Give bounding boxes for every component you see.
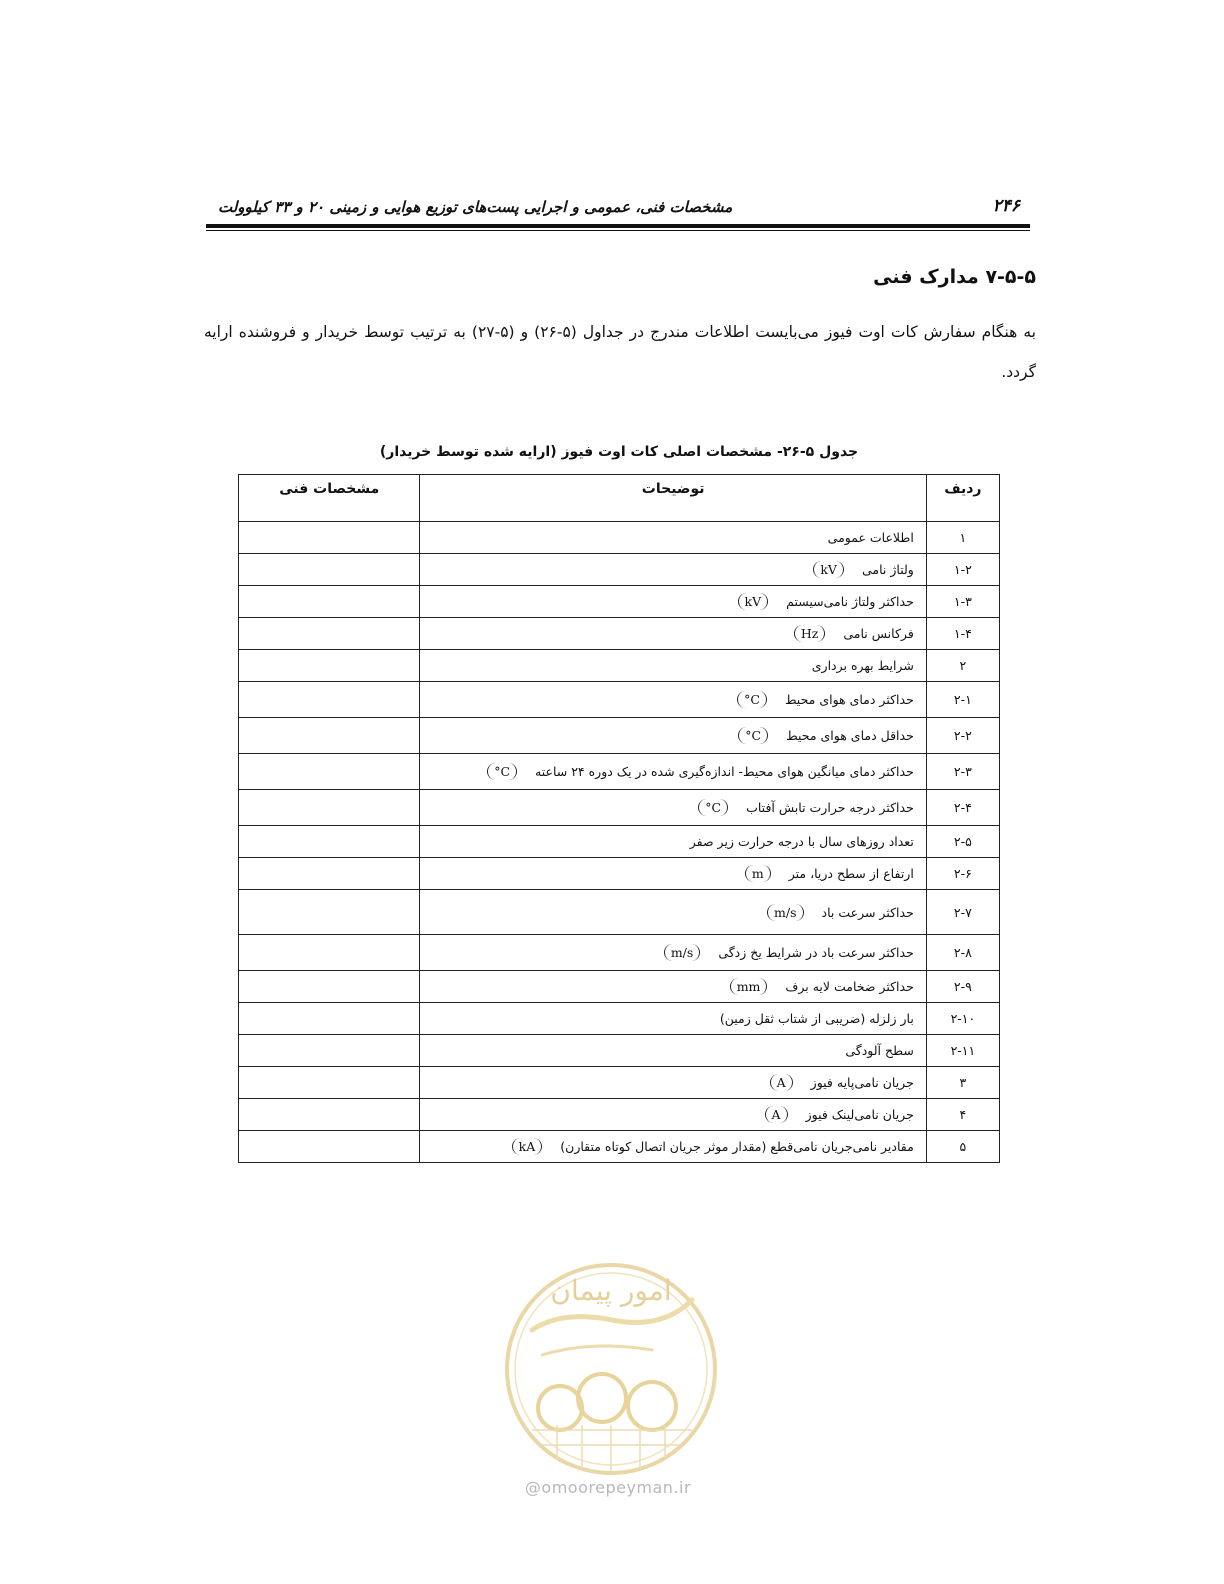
row-description-cell bbox=[420, 890, 926, 935]
row-description-cell bbox=[420, 1035, 926, 1067]
row-description-cell bbox=[420, 826, 926, 858]
row-spec-value[interactable] bbox=[239, 650, 420, 682]
table-body bbox=[239, 522, 1000, 1163]
table-row bbox=[239, 682, 1000, 718]
row-spec-value[interactable] bbox=[239, 682, 420, 718]
row-description: مقادیر نامی‌جریان نامی‌قطع (مقدار موثر جریان اتصال کوتاه متقارن) bbox=[560, 1139, 914, 1154]
row-spec-value[interactable] bbox=[239, 1035, 420, 1067]
row-description: بار زلزله (ضریبی از شتاب ثقل زمین) bbox=[719, 1011, 914, 1026]
row-spec-value[interactable] bbox=[239, 1099, 420, 1131]
row-unit: °C bbox=[738, 727, 768, 744]
watermark-site: @omoorepeyman.ir bbox=[524, 1478, 692, 1497]
logo-lettering: امور پیمان bbox=[550, 1274, 672, 1307]
row-number: ۲-۱۰ bbox=[926, 1003, 999, 1035]
row-description: اطلاعات عمومی bbox=[827, 530, 914, 545]
row-spec-value[interactable] bbox=[239, 971, 420, 1003]
row-description: فرکانس نامی bbox=[843, 626, 914, 641]
row-number: ۲-۹ bbox=[926, 971, 999, 1003]
row-description-cell bbox=[420, 1099, 926, 1131]
row-number: ۴ bbox=[926, 1099, 999, 1131]
row-spec-value[interactable] bbox=[239, 618, 420, 650]
table-row bbox=[239, 554, 1000, 586]
table-row bbox=[239, 1099, 1000, 1131]
table-row bbox=[239, 618, 1000, 650]
header-row-number: ردیف bbox=[926, 475, 999, 522]
row-spec-value[interactable] bbox=[239, 935, 420, 971]
section-heading: ۷-۵-۵ مدارک فنی bbox=[873, 266, 1036, 288]
body-paragraph: به هنگام سفارش کات اوت فیوز می‌بایست اطلاعات مندرج در جداول (۵-۲۶) و (۵-۲۷) به ترتیب توسط خریدار و فروشنده ارایه گردد. bbox=[204, 323, 1036, 381]
row-description: حداکثر سرعت باد bbox=[821, 904, 914, 920]
running-title: مشخصات فنی، عمومی و اجرایی پست‌های توزیع هوایی و زمینی ۲۰ و ۳۳ کیلوولت bbox=[218, 198, 733, 216]
page-header bbox=[206, 196, 1028, 220]
row-description: سطح آلودگی bbox=[845, 1043, 914, 1058]
row-unit: m bbox=[745, 865, 771, 882]
row-description-cell bbox=[420, 554, 926, 586]
row-description-cell bbox=[420, 1131, 926, 1163]
row-description-cell bbox=[420, 682, 926, 718]
table-row bbox=[239, 935, 1000, 971]
row-description-cell bbox=[420, 1003, 926, 1035]
row-description-cell bbox=[420, 858, 926, 890]
row-unit: m/s bbox=[664, 944, 700, 961]
row-unit: Hz bbox=[794, 625, 826, 642]
row-unit: A bbox=[765, 1106, 788, 1123]
table-row bbox=[239, 522, 1000, 554]
row-number: ۱-۲ bbox=[926, 554, 999, 586]
row-number: ۲-۱ bbox=[926, 682, 999, 718]
row-unit: mm bbox=[730, 978, 768, 995]
page-number: ۲۴۶ bbox=[992, 196, 1020, 216]
table-row bbox=[239, 1035, 1000, 1067]
header-description: توضیحات bbox=[420, 475, 926, 522]
row-description-cell bbox=[420, 718, 926, 754]
row-number: ۲-۵ bbox=[926, 826, 999, 858]
row-description: حداکثر ضخامت لایه برف bbox=[785, 979, 914, 994]
row-number: ۲-۱۱ bbox=[926, 1035, 999, 1067]
table-row bbox=[239, 826, 1000, 858]
table-row bbox=[239, 890, 1000, 935]
row-spec-value[interactable] bbox=[239, 890, 420, 935]
row-unit: A bbox=[770, 1074, 793, 1091]
row-description: حداکثر دمای هوای محیط bbox=[784, 692, 914, 707]
header-rule-thick bbox=[206, 224, 1030, 228]
row-description-cell bbox=[420, 522, 926, 554]
header-technical-spec: مشخصات فنی bbox=[239, 475, 420, 522]
row-spec-value[interactable] bbox=[239, 1067, 420, 1099]
row-description-cell bbox=[420, 971, 926, 1003]
row-unit: kV bbox=[738, 593, 769, 610]
row-description-cell bbox=[420, 754, 926, 790]
table-caption: جدول ۵-۲۶- مشخصات اصلی کات اوت فیوز (ارایه شده توسط خریدار) bbox=[379, 444, 859, 460]
omoore-peyman-logo bbox=[502, 1260, 720, 1478]
table-row bbox=[239, 790, 1000, 826]
row-spec-value[interactable] bbox=[239, 522, 420, 554]
row-unit: °C bbox=[487, 763, 517, 780]
row-number: ۵ bbox=[926, 1131, 999, 1163]
row-description: حداکثر درجه حرارت تابش آفتاب bbox=[746, 800, 914, 815]
row-number: ۱-۳ bbox=[926, 586, 999, 618]
row-number: ۲-۶ bbox=[926, 858, 999, 890]
row-spec-value[interactable] bbox=[239, 858, 420, 890]
row-spec-value[interactable] bbox=[239, 790, 420, 826]
row-description-cell bbox=[420, 1067, 926, 1099]
table-row bbox=[239, 586, 1000, 618]
row-description: ارتفاع از سطح دریا، متر bbox=[788, 866, 914, 881]
row-description: جریان نامی‌پایه فیوز bbox=[810, 1075, 914, 1090]
row-unit: kA bbox=[512, 1138, 543, 1155]
row-description-cell bbox=[420, 790, 926, 826]
row-unit: °C bbox=[737, 691, 767, 708]
table-row bbox=[239, 971, 1000, 1003]
row-unit: kV bbox=[813, 561, 844, 578]
row-spec-value[interactable] bbox=[239, 718, 420, 754]
table-row bbox=[239, 1131, 1000, 1163]
row-description: تعداد روزهای سال با درجه حرارت زیر صفر bbox=[689, 834, 914, 849]
row-spec-value[interactable] bbox=[239, 826, 420, 858]
row-number: ۲-۳ bbox=[926, 754, 999, 790]
row-number: ۲-۸ bbox=[926, 935, 999, 971]
row-number: ۲-۲ bbox=[926, 718, 999, 754]
table-row bbox=[239, 858, 1000, 890]
row-spec-value[interactable] bbox=[239, 586, 420, 618]
table-header-row bbox=[239, 475, 1000, 522]
table-row bbox=[239, 1003, 1000, 1035]
row-description-cell bbox=[420, 650, 926, 682]
table-row bbox=[239, 650, 1000, 682]
table-row bbox=[239, 718, 1000, 754]
specification-table bbox=[238, 474, 1000, 1163]
row-spec-value[interactable] bbox=[239, 1003, 420, 1035]
row-number: ۱-۴ bbox=[926, 618, 999, 650]
row-description-cell bbox=[420, 586, 926, 618]
row-description: حداقل دمای هوای محیط bbox=[786, 728, 914, 743]
row-description: جریان نامی‌لینک فیوز bbox=[805, 1107, 914, 1122]
row-description-cell bbox=[420, 935, 926, 971]
row-number: ۳ bbox=[926, 1067, 999, 1099]
row-number: ۲-۷ bbox=[926, 890, 999, 935]
row-description: حداکثر سرعت باد در شرایط یخ زدگی bbox=[718, 945, 914, 960]
row-spec-value[interactable] bbox=[239, 754, 420, 790]
row-number: ۲-۴ bbox=[926, 790, 999, 826]
row-unit: m/s bbox=[767, 904, 803, 921]
row-description: حداکثر ولتاژ نامی‌سیستم bbox=[786, 594, 914, 609]
row-description: حداکثر دمای میانگین هوای محیط- اندازه‌گیری شده در یک دوره ۲۴ ساعته bbox=[535, 764, 914, 779]
row-description-cell bbox=[420, 618, 926, 650]
row-spec-value[interactable] bbox=[239, 554, 420, 586]
table-row bbox=[239, 1067, 1000, 1099]
row-description: ولتاژ نامی bbox=[861, 562, 914, 577]
row-spec-value[interactable] bbox=[239, 1131, 420, 1163]
table-row bbox=[239, 754, 1000, 790]
row-number: ۲ bbox=[926, 650, 999, 682]
row-number: ۱ bbox=[926, 522, 999, 554]
header-rule-thin bbox=[206, 230, 1030, 231]
row-unit: °C bbox=[698, 799, 728, 816]
row-description: شرایط بهره برداری bbox=[811, 658, 914, 673]
